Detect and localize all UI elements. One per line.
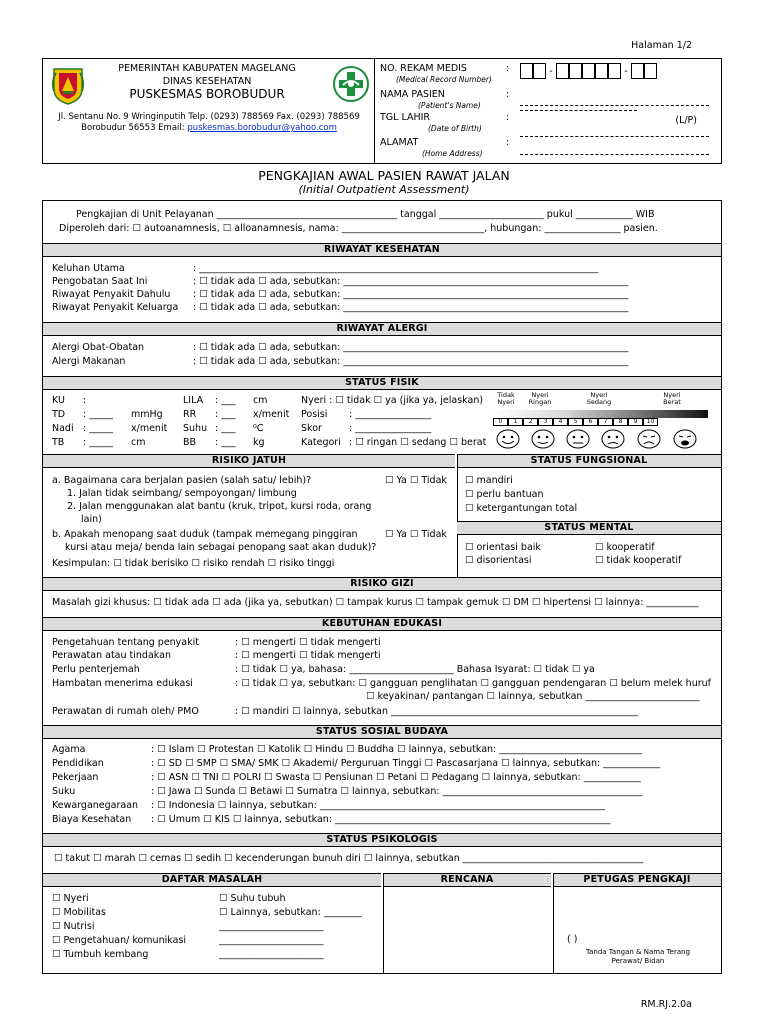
- ke-label-1: Perawatan atau tindakan: [52, 650, 171, 661]
- face-sad-icon: [601, 429, 625, 449]
- regency-emblem-icon: [51, 67, 85, 105]
- dm-item-5[interactable]: ☐ Suhu tubuh: [219, 893, 286, 904]
- rj-a-yes-no[interactable]: ☐ Ya ☐ Tidak: [385, 475, 447, 486]
- dm-line-1[interactable]: ______________________: [219, 921, 324, 932]
- scale-number[interactable]: 5: [568, 418, 583, 426]
- section-status-psikologis: STATUS PSIKOLOGIS: [43, 833, 721, 847]
- section-status-fungsional: STATUS FUNGSIONAL: [457, 454, 721, 468]
- email-link[interactable]: puskesmas.borobudur@yahoo.com: [187, 123, 337, 133]
- section-risiko-jatuh: RISIKO JATUH: [43, 454, 455, 468]
- td-label: TD: [52, 409, 66, 420]
- ke-label-3: Hambatan menerima edukasi: [52, 678, 193, 689]
- ra-label-0: Alergi Obat-Obatan: [52, 342, 145, 353]
- rj-a2b: lain): [81, 514, 102, 525]
- ku-value[interactable]: :: [83, 395, 87, 406]
- dob-label: TGL LAHIR: [380, 112, 431, 123]
- patient-identity-block: [375, 59, 721, 163]
- scale-number[interactable]: 2: [523, 418, 538, 426]
- rr-value[interactable]: : ___: [215, 409, 236, 420]
- institution-block: [43, 59, 375, 163]
- section-daftar-masalah: DAFTAR MASALAH: [43, 873, 381, 887]
- bb-unit: kg: [253, 437, 265, 448]
- ke-value-1[interactable]: : ☐ mengerti ☐ tidak mengerti: [235, 650, 381, 661]
- dm-item-2[interactable]: ☐ Nutrisi: [52, 921, 95, 932]
- section-status-sosial: STATUS SOSIAL BUDAYA: [43, 725, 721, 739]
- name-field[interactable]: [520, 105, 709, 106]
- mr-box[interactable]: [644, 63, 657, 79]
- tb-label: TB: [52, 437, 65, 448]
- face-neutral-icon: [566, 429, 590, 449]
- rj-question-a: a. Bagaimana cara berjalan pasien (salah satu/ lebih)?: [52, 475, 312, 486]
- sf-ketergantungan[interactable]: ☐ ketergantungan total: [465, 503, 578, 514]
- td-value[interactable]: : _____: [83, 409, 113, 420]
- mr-box[interactable]: [595, 63, 608, 79]
- suhu-value[interactable]: : ___: [215, 423, 236, 434]
- document-header: [42, 58, 722, 164]
- rj-kesimpulan[interactable]: Kesimpulan: ☐ tidak berisiko ☐ risiko rendah ☐ risiko tinggi: [52, 558, 335, 569]
- address-email-label: Borobudur 56553 Email:: [81, 123, 185, 133]
- rr-unit: x/menit: [253, 409, 290, 420]
- name-sublabel: (Patient's Name): [418, 101, 481, 110]
- ke-label-0: Pengetahuan tentang penyakit: [52, 637, 199, 648]
- rj-a2a: 2. Jalan menggunakan alat bantu (kruk, tripot, kursi roda, orang: [67, 501, 372, 512]
- ss-value-3[interactable]: : ☐ Jawa ☐ Sunda ☐ Betawi ☐ Sumatra ☐ lainnya, sebutkan: __________________________________________: [151, 786, 643, 797]
- suhu-unit: ⁰C: [253, 423, 264, 434]
- institution-address: [47, 112, 371, 134]
- ra-value-1[interactable]: : ☐ tidak ada ☐ ada, sebutkan: ____________________________________________________________: [193, 356, 629, 367]
- td-unit: mmHg: [131, 409, 163, 420]
- scale-number[interactable]: 10: [643, 418, 658, 426]
- section-riwayat-alergi: RIWAYAT ALERGI: [43, 322, 721, 336]
- scale-label-nyeri-sedang: Nyeri Sedang: [586, 391, 612, 406]
- dob-sublabel: (Date of Birth): [428, 124, 482, 133]
- intro-line1[interactable]: Pengkajian di Unit Pelayanan ______________________________________ tanggal ______________________ pukul ____________ WIB: [76, 209, 655, 220]
- scale-number[interactable]: 8: [613, 418, 628, 426]
- institution-line1: PEMERINTAH KABUPATEN MAGELANG: [118, 63, 296, 74]
- face-happy-icon: [496, 429, 520, 449]
- page-number: Halaman 1/2: [631, 40, 692, 51]
- lila-unit: cm: [253, 395, 268, 406]
- lila-value[interactable]: : ___: [215, 395, 236, 406]
- ku-label: KU: [52, 395, 65, 406]
- address-sublabel: (Home Address): [422, 149, 483, 158]
- kategori-value[interactable]: : ☐ ringan ☐ sedang ☐ berat: [349, 437, 487, 448]
- scale-number[interactable]: 3: [538, 418, 553, 426]
- mr-label: NO. REKAM MEDIS: [380, 63, 467, 74]
- rk-label-3: Riwayat Penyakit Keluarga: [52, 302, 179, 313]
- skor-label: Skor: [301, 423, 322, 434]
- signature-caption-1: Tanda Tangan & Nama Terang: [585, 948, 691, 956]
- scale-number[interactable]: 0: [493, 418, 508, 426]
- skor-value[interactable]: : ________________: [349, 423, 432, 434]
- ke-value-0[interactable]: : ☐ mengerti ☐ tidak mengerti: [235, 637, 381, 648]
- intro-line2[interactable]: Diperoleh dari: ☐ autoanamnesis, ☐ alloanamnesis, nama: ______________________________, hubungan: ________________ pasien.: [59, 223, 658, 234]
- ke-label-2: Perlu penterjemah: [52, 664, 140, 675]
- rr-label: RR: [183, 409, 197, 420]
- ss-value-1[interactable]: : ☐ SD ☐ SMP ☐ SMA/ SMK ☐ Akademi/ Perguruan Tinggi ☐ Pascasarjana ☐ lainnya, sebutkan: ____________: [151, 758, 661, 769]
- nadi-value[interactable]: : _____: [83, 423, 113, 434]
- form-subtitle: (Initial Outpatient Assessment): [298, 183, 470, 196]
- bottom-divider-1: [383, 873, 384, 974]
- mr-sublabel: (Medical Record Number): [396, 75, 492, 84]
- section-riwayat-kesehatan: RIWAYAT KESEHATAN: [43, 243, 721, 257]
- mr-colon: :: [506, 63, 510, 74]
- ss-value-4[interactable]: : ☐ Indonesia ☐ lainnya, sebutkan: ____________________________________________________________: [151, 800, 605, 811]
- ke-label-5: Perawatan di rumah oleh/ PMO: [52, 706, 199, 717]
- ke-value-3[interactable]: : ☐ tidak ☐ ya, sebutkan: ☐ gangguan penglihatan ☐ gangguan pendengaran ☐ belum melek huruf: [235, 678, 711, 689]
- ke-value-5[interactable]: : ☐ mandiri ☐ lainnya, sebutkan ____________________________________________________: [235, 706, 639, 717]
- form-title: PENGKAJIAN AWAL PASIEN RAWAT JALAN: [258, 168, 510, 183]
- sm-kooperatif[interactable]: ☐ kooperatif: [595, 542, 655, 553]
- sp-line[interactable]: ☐ takut ☐ marah ☐ cemas ☐ sedih ☐ kecenderungan bunuh diri ☐ lainnya, sebutkan ______________________________________: [54, 853, 644, 864]
- ss-label-4: Kewarganegaraan: [52, 800, 139, 811]
- ra-value-0[interactable]: : ☐ tidak ada ☐ ada, sebutkan: ____________________________________________________________: [193, 342, 629, 353]
- puskesmas-logo-icon: [332, 65, 370, 103]
- nadi-label: Nadi: [52, 423, 74, 434]
- rk-label-1: Pengobatan Saat Ini: [52, 276, 148, 287]
- posisi-value[interactable]: : ________________: [349, 409, 432, 420]
- rk-value-0[interactable]: : ____________________________________________________________________________________: [193, 263, 599, 274]
- assessment-form: [42, 200, 722, 974]
- scale-number[interactable]: 1: [508, 418, 523, 426]
- bb-label: BB: [183, 437, 197, 448]
- scale-number[interactable]: 6: [583, 418, 598, 426]
- ss-value-2[interactable]: : ☐ ASN ☐ TNI ☐ POLRI ☐ Swasta ☐ Pensiunan ☐ Petani ☐ Pedagang ☐ lainnya, sebutkan: ____________: [151, 772, 641, 783]
- dm-item-3[interactable]: ☐ Pengetahuan/ komunikasi: [52, 935, 186, 946]
- name-colon: :: [506, 89, 510, 100]
- mr-box[interactable]: [582, 63, 595, 79]
- form-code: RM.RJ.2.0a: [640, 999, 692, 1010]
- nadi-unit: x/menit: [131, 423, 168, 434]
- ra-label-1: Alergi Makanan: [52, 356, 126, 367]
- sm-disorientasi[interactable]: ☐ disorientasi: [465, 555, 532, 566]
- section-petugas-pengkaji: PETUGAS PENGKAJI: [553, 873, 721, 887]
- dob-colon: :: [506, 112, 510, 123]
- scale-label-nyeri-ringan: Nyeri Ringan: [528, 391, 552, 406]
- ke-value-4[interactable]: ☐ keyakinan/ pantangan ☐ lainnya, sebutkan ________________________: [366, 691, 700, 702]
- section-status-mental: STATUS MENTAL: [457, 521, 721, 535]
- mr-box[interactable]: [520, 63, 533, 79]
- mr-box[interactable]: [533, 63, 546, 79]
- mr-box[interactable]: [631, 63, 644, 79]
- mr-dash: -: [624, 65, 628, 77]
- rj-question-b1: b. Apakah menopang saat duduk (tampak memegang pinggiran: [52, 529, 358, 540]
- address-field-1[interactable]: [520, 136, 709, 137]
- mr-box[interactable]: [569, 63, 582, 79]
- address-line1: Jl. Sentanu No. 9 Wringinputih Telp. (0293) 788569 Fax. (0293) 788569: [58, 112, 360, 122]
- institution-line2: DINAS KESEHATAN: [162, 75, 252, 87]
- bb-value[interactable]: : ___: [215, 437, 236, 448]
- sm-orientasi-baik[interactable]: ☐ orientasi baik: [465, 542, 541, 553]
- gender-label: (L/P): [675, 115, 697, 126]
- institution-name: [87, 63, 327, 101]
- rk-value-3[interactable]: : ☐ tidak ada ☐ ada, sebutkan: ____________________________________________________________: [193, 302, 629, 313]
- section-rencana: RENCANA: [383, 873, 551, 887]
- dm-line-2[interactable]: ______________________: [219, 935, 324, 946]
- sf-perlu-bantuan[interactable]: ☐ perlu bantuan: [465, 489, 544, 500]
- name-label: NAMA PASIEN: [380, 89, 445, 100]
- dm-item-6[interactable]: ☐ Lainnya, sebutkan: ________: [219, 907, 362, 918]
- rj-b-yes-no[interactable]: ☐ Ya ☐ Tidak: [385, 529, 447, 540]
- signature-caption-2: Perawat/ Bidan: [611, 957, 665, 965]
- suhu-label: Suhu: [183, 423, 208, 434]
- rg-line[interactable]: Masalah gizi khusus: ☐ tidak ada ☐ ada (jika ya, sebutkan) ☐ tampak kurus ☐ tampak gemuk ☐ DM ☐ hipertensi ☐ lainnya: ___________: [52, 597, 699, 608]
- pain-scale-numbers: [493, 418, 658, 426]
- scale-label-tidak-nyeri: Tidak Nyeri: [497, 391, 515, 406]
- rk-label-2: Riwayat Penyakit Dahulu: [52, 289, 171, 300]
- address-label: ALAMAT: [380, 137, 419, 148]
- dm-item-1[interactable]: ☐ Mobilitas: [52, 907, 106, 918]
- rk-label-0: Keluhan Utama: [52, 263, 125, 274]
- ke-value-2[interactable]: : ☐ tidak ☐ ya, bahasa: ______________________ Bahasa Isyarat: ☐ tidak ☐ ya: [235, 664, 595, 675]
- address-line2: [47, 123, 371, 134]
- face-crying-icon: [673, 429, 697, 449]
- ss-value-0[interactable]: : ☐ Islam ☐ Protestan ☐ Katolik ☐ Hindu ☐ Buddha ☐ lainnya, sebutkan: ______________________________: [151, 744, 642, 755]
- mr-number-boxes[interactable]: [520, 63, 657, 79]
- mr-box[interactable]: [608, 63, 621, 79]
- ss-label-2: Pekerjaan: [52, 772, 99, 783]
- scale-number[interactable]: 7: [598, 418, 613, 426]
- scale-number[interactable]: 9: [628, 418, 643, 426]
- rj-a1: 1. Jalan tidak seimbang/ sempoyongan/ limbung: [67, 488, 297, 499]
- section-risiko-gizi: RISIKO GIZI: [43, 577, 721, 591]
- section-kebutuhan-edukasi: KEBUTUHAN EDUKASI: [43, 617, 721, 631]
- rj-question-b2: kursi atau meja/ benda lain sebagai penopang saat akan duduk)?: [65, 542, 377, 553]
- scale-label-nyeri-berat: Nyeri Berat: [663, 391, 681, 406]
- risk-divider: [457, 454, 458, 578]
- section-status-fisik: STATUS FISIK: [43, 376, 721, 390]
- pain-scale-bar: [493, 410, 708, 418]
- nyeri-question[interactable]: Nyeri : ☐ tidak ☐ ya (jika ya, jelaskan): [301, 395, 484, 406]
- ss-label-5: Biaya Kesehatan: [52, 814, 132, 825]
- lila-label: LILA: [183, 395, 204, 406]
- rk-value-1[interactable]: : ☐ tidak ada ☐ ada, sebutkan: ____________________________________________________________: [193, 276, 629, 287]
- dm-item-4[interactable]: ☐ Tumbuh kembang: [52, 949, 149, 960]
- signature-field[interactable]: ( ): [567, 934, 578, 945]
- face-very-sad-icon: [637, 429, 661, 449]
- dm-item-0[interactable]: ☐ Nyeri: [52, 893, 89, 904]
- face-slight-smile-icon: [531, 429, 555, 449]
- mr-box[interactable]: [556, 63, 569, 79]
- dob-field[interactable]: [520, 110, 637, 111]
- ss-value-5[interactable]: : ☐ Umum ☐ KIS ☐ lainnya, sebutkan: __________________________________________________________: [151, 814, 611, 825]
- sm-tidak-kooperatif[interactable]: ☐ tidak kooperatif: [595, 555, 682, 566]
- institution-line3: PUSKESMAS BOROBUDUR: [129, 87, 285, 101]
- dm-line-3[interactable]: ______________________: [219, 949, 324, 960]
- kategori-label: Kategori: [301, 437, 341, 448]
- tb-unit: cm: [131, 437, 146, 448]
- tb-value[interactable]: : _____: [83, 437, 113, 448]
- address-colon: :: [506, 137, 510, 148]
- rk-value-2[interactable]: : ☐ tidak ada ☐ ada, sebutkan: ____________________________________________________________: [193, 289, 629, 300]
- address-field-2[interactable]: [520, 154, 709, 155]
- sf-mandiri[interactable]: ☐ mandiri: [465, 475, 513, 486]
- scale-number[interactable]: 4: [553, 418, 568, 426]
- posisi-label: Posisi: [301, 409, 328, 420]
- ss-label-0: Agama: [52, 744, 86, 755]
- mr-dash: -: [549, 65, 553, 77]
- ss-label-3: Suku: [52, 786, 76, 797]
- ss-label-1: Pendidikan: [52, 758, 104, 769]
